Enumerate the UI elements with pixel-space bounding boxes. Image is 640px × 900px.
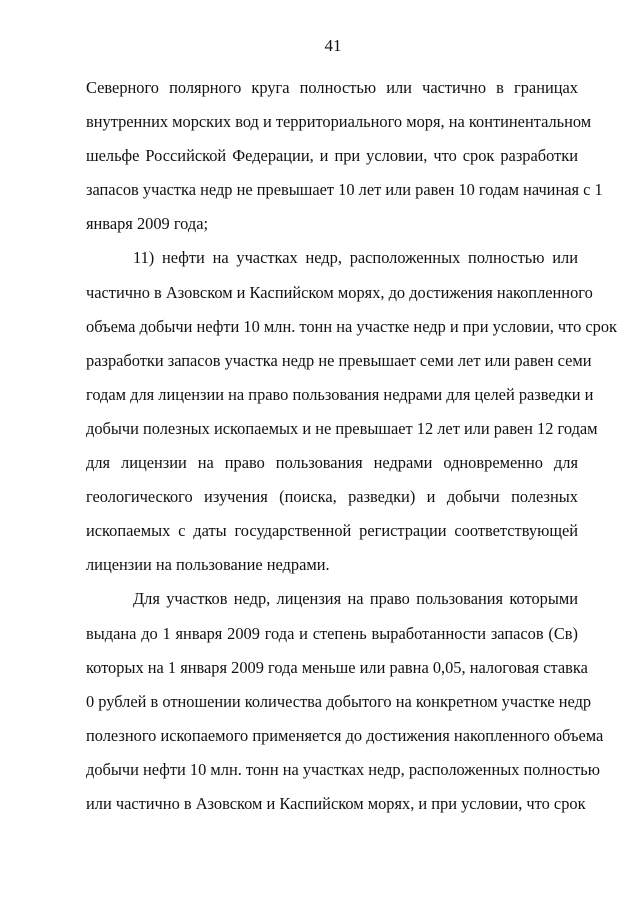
- text-line: Северного полярного круга полностью или частично в границах: [86, 78, 578, 97]
- text-line: выдана до 1 января 2009 года и степень выработанности запасов (Св): [86, 623, 578, 643]
- text-line: добычи нефти 10 млн. тонн на участках недр, расположенных полностью: [86, 759, 600, 779]
- text-line: внутренних морских вод и территориального моря, на континентальном: [86, 112, 592, 132]
- text-line: шельфе Российской Федерации, и при условии, что срок разработки: [86, 146, 578, 166]
- document-body: [86, 71, 618, 821]
- text-line: годам для лицензии на право пользования недрами для целей разведки и: [86, 384, 594, 404]
- text-line: полезного ископаемого применяется до достижения накопленного объема: [86, 725, 604, 745]
- text-line: 0 рублей в отношении количества добытого на конкретном участке недр: [86, 691, 592, 711]
- text-line: разработки запасов участка недр не превышает семи лет или равен семи: [86, 350, 592, 370]
- text-line: лицензии на пользование недрами.: [86, 555, 330, 575]
- text-line: частично в Азовском и Каспийском морях, до достижения накопленного: [86, 282, 593, 302]
- text-line: геологического изучения (поиска, разведки) и добычи полезных: [86, 487, 578, 507]
- text-line: или частично в Азовском и Каспийском морях, и при условии, что срок: [86, 793, 586, 813]
- text-line: объема добычи нефти 10 млн. тонн на участке недр и при условии, что срок: [86, 316, 618, 336]
- text-line: которых на 1 января 2009 года меньше или равна 0,05, налоговая ставка: [86, 657, 588, 677]
- text-line: Для участков недр, лицензия на право пользования которыми: [133, 589, 578, 609]
- text-line: января 2009 года;: [86, 214, 209, 234]
- text-line: 11) нефти на участках недр, расположенных полностью или: [133, 248, 578, 268]
- text-line: добычи полезных ископаемых и не превышает 12 лет или равен 12 годам: [86, 418, 598, 438]
- text-line: ископаемых с даты государственной регистрации соответствующей: [86, 521, 578, 541]
- page-number: 41: [324, 36, 342, 55]
- text-line: запасов участка недр не превышает 10 лет или равен 10 годам начиная с 1: [86, 180, 603, 200]
- text-line: для лицензии на право пользования недрами одновременно для: [86, 453, 578, 473]
